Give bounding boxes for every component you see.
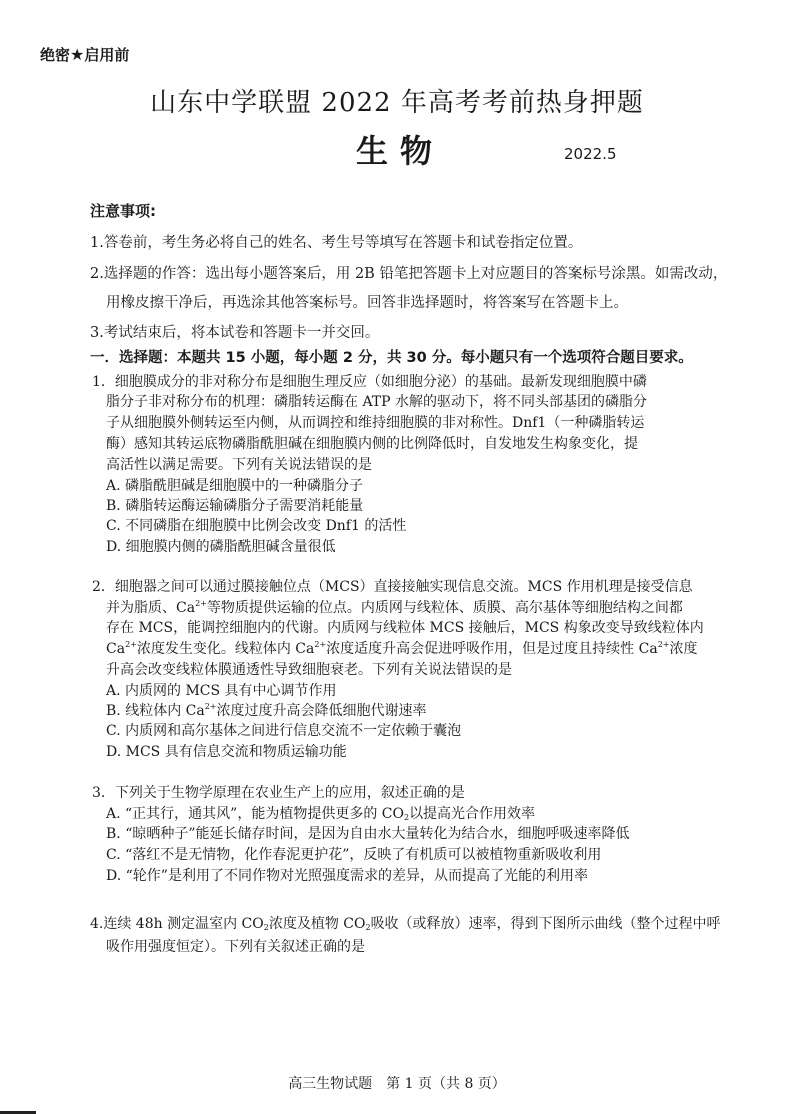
q2-stem-line-2 xyxy=(106,597,683,617)
ion-charge: 2+ xyxy=(195,599,207,608)
q1-option-b: B. 磷脂转运酶运输磷脂分子需要消耗能量 xyxy=(106,498,364,514)
subscript: 2 xyxy=(403,813,410,822)
q2-option-a: A. 内质网的 MCS 具有中心调节作用 xyxy=(106,683,337,699)
q1-stem-line-1: 1．细胞膜成分的非对称分布是细胞生理反应（如细胞分泌）的基础。最新发现细胞膜中磷 xyxy=(92,374,647,390)
q1-stem-line-4: 酶）感知其转运底物磷脂酰胆碱在细胞膜内侧的比例降低时，自发地发生构象变化，提 xyxy=(106,436,638,452)
notice-heading: 注意事项: xyxy=(90,202,156,220)
notice-item-2: 2.选择题的作答：选出每小题答案后，用 2B 铅笔把答题卡上对应题目的答案标号涂黑。如需改动， xyxy=(90,266,728,282)
notice-item-3: 3.考试结束后，将本试卷和答题卡一并交回。 xyxy=(90,325,380,341)
q4-text: 吸收（或释放）速率，得到下图所示曲线（整个过程中呼 xyxy=(370,916,721,932)
notice-item-2-cont: 用橡皮擦干净后，再选涂其他答案标号。回答非选择题时，将答案写在答题卡上。 xyxy=(106,295,628,311)
q2-stem-line-3: 存在 MCS，能调控细胞内的代谢。内质网与线粒体 MCS 接触后，MCS 构象改变导致线粒体内 xyxy=(106,620,704,636)
exam-title: 山东中学联盟 2022 年高考考前热身押题 xyxy=(150,88,644,118)
q1-stem-line-3: 子从细胞膜外侧转运至内侧，从而调控和维持细胞膜的非对称性。Dnf1（一种磷脂转运 xyxy=(106,415,645,431)
subscript: 2 xyxy=(263,923,269,932)
q2-text: 浓度适度升高会促进呼吸作用，但是过度且持续性 Ca xyxy=(326,641,658,657)
ion-charge: 2+ xyxy=(125,640,137,649)
q3-option-d: D. “轮作”是利用了不同作物对光照强度需求的差异，从而提高了光能的利用率 xyxy=(106,868,588,884)
ion-charge: 2+ xyxy=(204,702,217,711)
q4-text: 浓度及植物 CO xyxy=(268,916,366,932)
exam-date: 2022.5 xyxy=(564,145,617,163)
q3-option-a xyxy=(106,803,535,823)
q2-stem-line-5: 升高会改变线粒体膜通透性导致细胞衰老。下列有关说法错误的是 xyxy=(106,662,512,678)
q3-option-a-text: A. “正其行，通其风”，能为植物提供更多的 CO xyxy=(106,806,404,822)
section-heading: 一．选择题：本题共 15 小题，每小题 2 分，共 30 分。每小题只有一个选项符合题目要求。 xyxy=(90,350,693,366)
q2-text: 并为脂质、Ca xyxy=(106,600,196,616)
q2-option-d: D. MCS 具有信息交流和物质运输功能 xyxy=(106,744,347,760)
ion-charge: 2+ xyxy=(657,640,670,649)
subject-title: 生物 xyxy=(356,132,445,170)
q2-option-c: C. 内质网和高尔基体之间进行信息交流不一定依赖于囊泡 xyxy=(106,723,462,739)
q4-stem-line-1 xyxy=(90,913,721,933)
confidential-mark xyxy=(40,44,129,65)
confidential-suffix: 启用前 xyxy=(84,46,130,64)
q1-stem-line-2: 脂分子非对称分布的机理：磷脂转运酶在 ATP 水解的驱动下，将不同头部基团的磷脂分 xyxy=(106,394,648,410)
q1-option-c: C. 不同磷脂在细胞膜中比例会改变 Dnf1 的活性 xyxy=(106,518,407,534)
q4-stem-line-2: 吸作用强度恒定）。下列有关叙述正确的是 xyxy=(106,939,365,955)
q2-stem-line-1: 2．细胞器之间可以通过膜接触位点（MCS）直接接触实现信息交流。MCS 作用机理是接受信息 xyxy=(92,579,693,595)
q2-text: Ca xyxy=(106,641,126,657)
q3-stem: 3．下列关于生物学原理在农业生产上的应用，叙述正确的是 xyxy=(92,785,465,801)
page-footer: 高三生物试题 第 1 页（共 8 页） xyxy=(288,1076,506,1092)
q3-option-c: C. “落红不是无情物，化作春泥更护花”，反映了有机质可以被植物重新吸收利用 xyxy=(106,847,602,863)
q2-text: 浓度 xyxy=(669,641,698,657)
q2-stem-line-4 xyxy=(106,638,697,658)
q2-text: 等物质提供运输的位点。内质网与线粒体、质膜、高尔基体等细胞结构之间都 xyxy=(206,600,683,616)
ion-charge: 2+ xyxy=(314,640,327,649)
subscript: 2 xyxy=(365,923,371,932)
q3-option-b: B. “晾晒种子”能延长储存时间，是因为自由水大量转化为结合水，细胞呼吸速率降低 xyxy=(106,826,630,842)
q2-option-b-text: B. 线粒体内 Ca xyxy=(106,703,205,719)
star-icon: ★ xyxy=(70,45,85,64)
q1-option-d: D. 细胞膜内侧的磷脂酰胆碱含量很低 xyxy=(106,539,336,555)
q3-option-a-text: 以提高光合作用效率 xyxy=(409,806,536,822)
q1-option-a: A. 磷脂酰胆碱是细胞膜中的一种磷脂分子 xyxy=(106,478,364,494)
q2-option-b xyxy=(106,700,427,720)
q1-stem-line-5: 高活性以满足需要。下列有关说法错误的是 xyxy=(106,457,372,473)
q4-text: 4.连续 48h 测定温室内 CO xyxy=(90,916,264,932)
q2-option-b-text: 浓度过度升高会降低细胞代谢速率 xyxy=(216,703,427,719)
notice-item-1: 1.答卷前，考生务必将自己的姓名、考生号等填写在答题卡和试卷指定位置。 xyxy=(90,235,583,251)
confidential-label: 绝密 xyxy=(40,46,71,64)
q2-text: 浓度发生变化。线粒体内 Ca xyxy=(136,641,315,657)
